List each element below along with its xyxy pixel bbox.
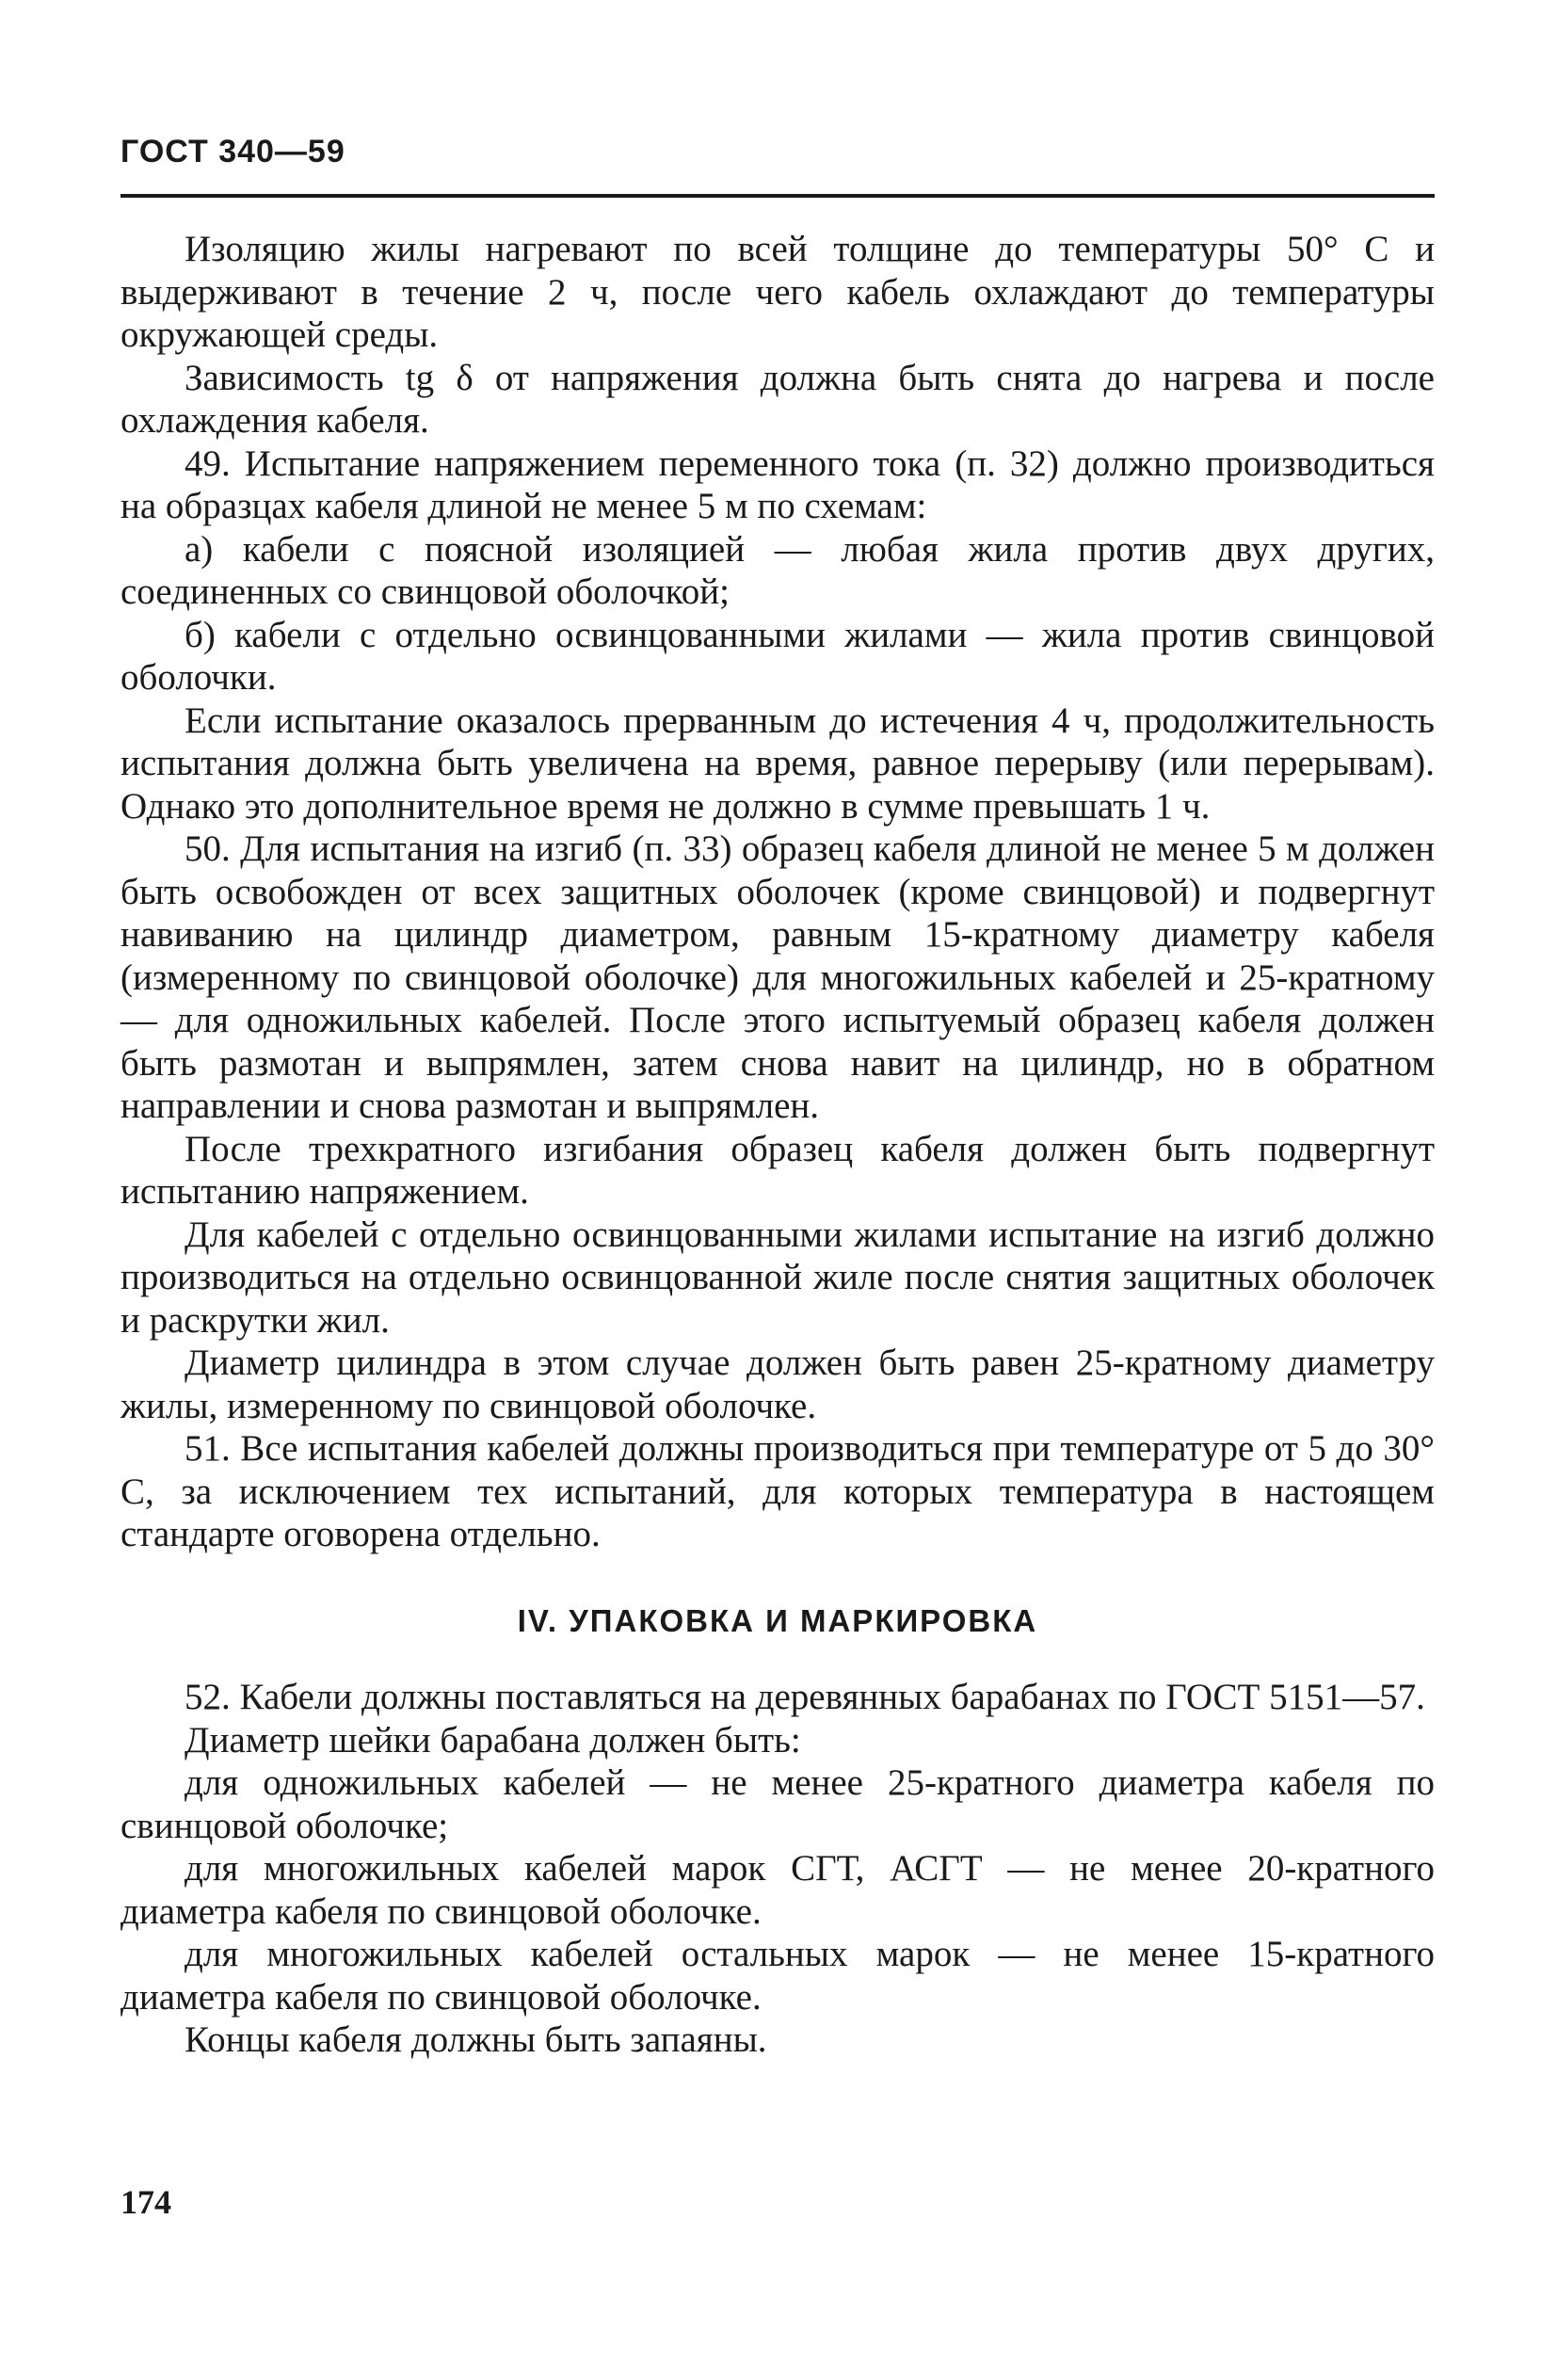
paragraph: 52. Кабели должны поставляться на деревянных барабанах по ГОСТ 5151—57.: [185, 1677, 1425, 1717]
page-number: 174: [120, 2183, 171, 2221]
paragraph: После трехкратного изгибания образец кабеля должен быть подвергнут испытанию напряжением.: [120, 1128, 1435, 1212]
paragraph: Концы кабеля должны быть запаяны.: [185, 2019, 767, 2060]
paragraph: Диаметр цилиндра в этом случае должен быть равен 25-кратному диаметру жилы, измеренному по свинцовой оболочке.: [120, 1343, 1435, 1426]
paragraph: Для кабелей с отдельно освинцованными жилами испытание на изгиб должно производиться на отдельно освинцованной жиле после снятия защитных оболочек и раскрутки жил.: [120, 1214, 1435, 1341]
header-rule: [120, 194, 1435, 198]
paragraph: б) кабели с отдельно освинцованными жилами — жила против свинцовой оболочки.: [120, 614, 1435, 698]
paragraph: Если испытание оказалось прерванным до истечения 4 ч, продолжительность испытания должна быть увеличена на время, равное перерыву (или перерывам). Однако это дополнительное время не должно в сумме превышать 1 ч.: [120, 700, 1435, 827]
paragraph: для одножильных кабелей — не менее 25-кратного диаметра кабеля по свинцовой оболочке;: [120, 1762, 1435, 1846]
paragraph: 51. Все испытания кабелей должны производиться при температуре от 5 до 30° С, за исключением тех испытаний, для которых температура в настоящем стандарте оговорена отдельно.: [120, 1428, 1435, 1554]
section-title: IV. УПАКОВКА И МАРКИРОВКА: [517, 1602, 1038, 1638]
document-body: [120, 228, 1435, 2062]
paragraph: Зависимость tg δ от напряжения должна быть снята до нагрева и после охлаждения кабеля.: [120, 357, 1435, 441]
paragraph: 50. Для испытания на изгиб (п. 33) образец кабеля длиной не менее 5 м должен быть освобожден от всех защитных оболочек (кроме свинцовой) и подвергнут навиванию на цилиндр диаметром, равным 15-кратному диаметру кабеля (измеренному по свинцовой оболочке) для многожильных кабелей и 25-кратному — для одножильных кабелей. После этого испытуемый образец кабеля должен быть размотан и выпрямлен, затем снова навит на цилиндр, но в обратном направлении и снова размотан и выпрямлен.: [120, 828, 1435, 1126]
paragraph: а) кабели с поясной изоляцией — любая жила против двух других, соединенных со свинцовой оболочкой;: [120, 528, 1435, 612]
paragraph: для многожильных кабелей остальных марок — не менее 15-кратного диаметра кабеля по свинцовой оболочке.: [120, 1934, 1435, 2018]
document-header: ГОСТ 340—59: [120, 134, 345, 169]
paragraph: Диаметр шейки барабана должен быть:: [185, 1719, 801, 1761]
paragraph: Изоляцию жилы нагревают по всей толщине до температуры 50° С и выдерживают в течение 2 ч, после чего кабель охлаждают до температуры окружающей среды.: [120, 229, 1435, 355]
paragraph: для многожильных кабелей марок СГТ, АСГТ — не менее 20-кратного диаметра кабеля по свинцовой оболочке.: [120, 1848, 1435, 1932]
paragraph: 49. Испытание напряжением переменного тока (п. 32) должно производиться на образцах кабеля длиной не менее 5 м по схемам:: [120, 442, 1435, 526]
